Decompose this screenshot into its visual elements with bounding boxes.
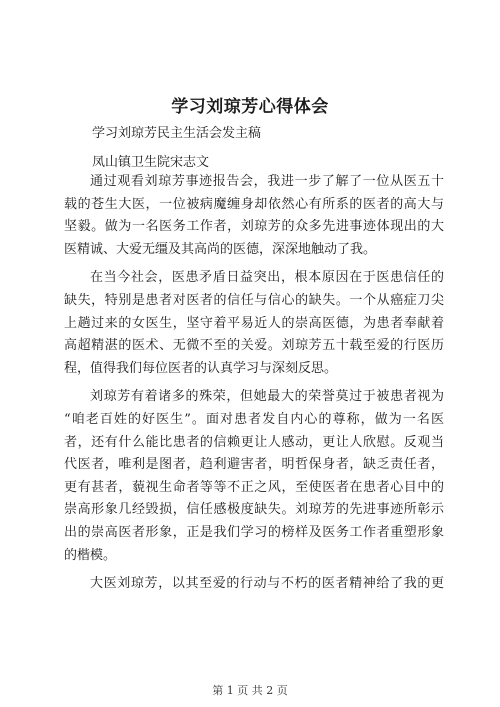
paragraph-line: 上趟过来的女医生，坚守着平易近人的崇高医德，为患者奉献着 — [64, 315, 444, 331]
paragraph-line: 坚毅。做为一名医务工作者，刘琼芳的众多先进事迹体现出的大 — [64, 219, 444, 235]
paragraph-line: 刘琼芳有着诸多的殊荣，但她最大的荣誉莫过于被患者视为 — [90, 389, 444, 405]
paragraph-line: 的楷模。 — [64, 547, 117, 563]
paragraph-line: 代医者，唯利是图者，趋利避害者，明哲保身者，缺乏责任者， — [64, 457, 444, 473]
page-footer: 第 1 页 共 2 页 — [212, 684, 288, 697]
paragraph-line: 在当今社会，医患矛盾日益突出，根本原因在于医患信任的 — [90, 270, 444, 286]
paragraph-line: “咱老百姓的好医生”。面对患者发自内心的尊称，做为一名医 — [64, 411, 444, 427]
document-author: 凤山镇卫生院宋志文 — [92, 155, 210, 170]
paragraph-line: 者，还有什么能比患者的信赖更让人感动，更让人欣慰。反观当 — [64, 434, 444, 450]
paragraph-line: 出的崇高医者形象，正是我们学习的榜样及医务工作者重塑形象 — [64, 524, 444, 540]
paragraph-line: 通过观看刘琼芳事迹报告会，我进一步了解了一位从医五十 — [90, 174, 444, 189]
document-title: 学习刘琼芳心得体会 — [171, 97, 329, 117]
document-body — [64, 171, 444, 602]
paragraph-line: 大医刘琼芳，以其至爱的行动与不朽的医者精神给了我的更 — [90, 576, 444, 592]
document-subtitle: 学习刘琼芳民主生活会发主稿 — [92, 126, 262, 141]
paragraph — [64, 573, 444, 596]
paragraph — [64, 386, 444, 567]
paragraph-line: 载的苍生大医，一位被病魔缠身却依然心有所系的医者的高大与 — [64, 196, 444, 212]
paragraph-line: 程，值得我们每位医者的认真学习与深刻反思。 — [64, 360, 338, 376]
paragraph — [64, 267, 444, 380]
paragraph-line: 医精诚、大爱无缰及其高尚的医德，深深地触动了我。 — [64, 241, 377, 257]
paragraph-line: 缺失，特别是患者对医者的信任与信心的缺失。一个从癌症刀尖 — [64, 292, 444, 308]
paragraph-line: 更有甚者，藐视生命者等等不正之风，至使医者在患者心目中的 — [64, 479, 444, 495]
paragraph — [64, 171, 444, 261]
paragraph-line: 崇高形象几经毁损，信任感极度缺失。刘琼芳的先进事迹所彰示 — [64, 502, 444, 518]
paragraph-line: 高超精湛的医术、无微不至的关爱。刘琼芳五十载至爱的行医历 — [64, 338, 444, 354]
